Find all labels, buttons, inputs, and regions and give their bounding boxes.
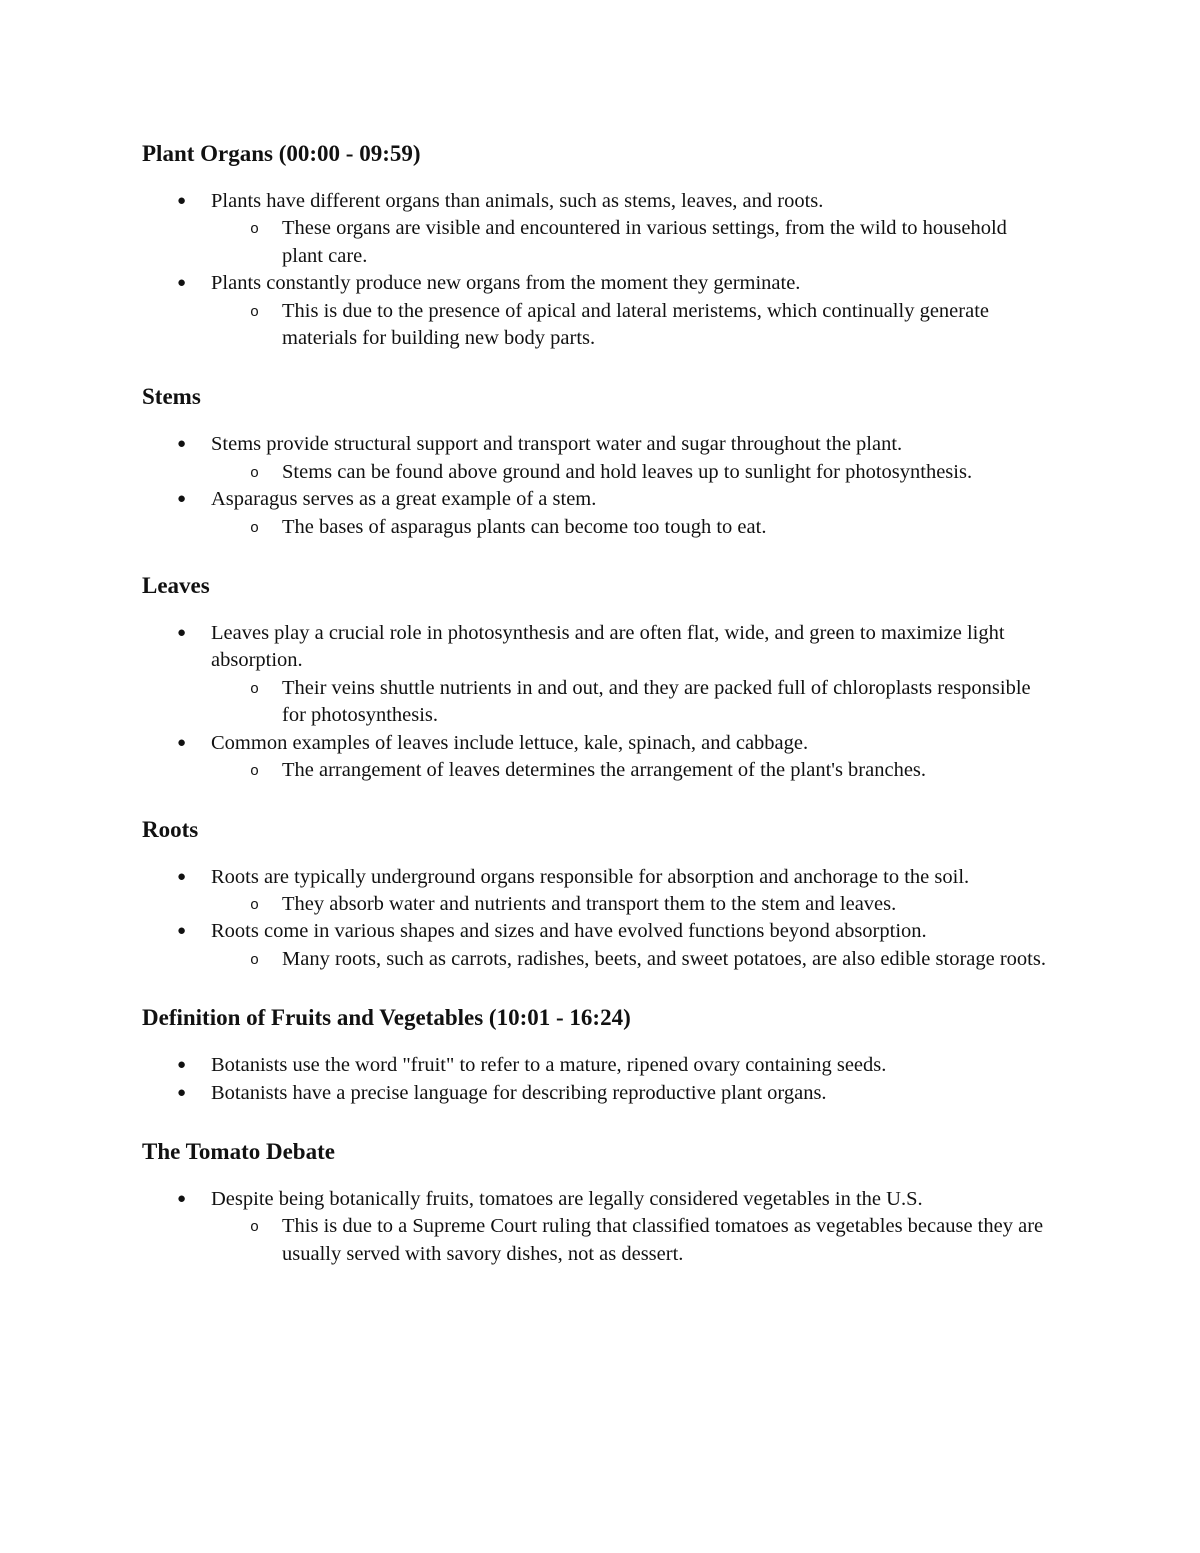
sub-bullet-circle-icon: o [250, 464, 260, 482]
bullet-text: Botanists use the word "fruit" to refer to a mature, ripened ovary containing seeds. [211, 1054, 887, 1077]
section [142, 140, 1052, 352]
bullet-item [142, 431, 1052, 458]
sub-bullet-item [213, 514, 1052, 541]
bullet-text: Asparagus serves as a great example of a stem. [211, 488, 597, 511]
bullet-dot-icon: ● [177, 491, 187, 508]
sub-bullet-circle-icon: o [250, 221, 260, 239]
sub-bullet-text: These organs are visible and encountered in various settings, from the wild to household plant care. [282, 217, 1007, 267]
sub-bullet-list [142, 514, 1052, 541]
section-heading: Stems [142, 384, 201, 410]
sub-bullet-list [142, 215, 1052, 270]
bullet-list [142, 864, 1052, 974]
sub-bullet-text: They absorb water and nutrients and transport them to the stem and leaves. [282, 892, 897, 915]
bullet-item [142, 270, 1052, 297]
section [142, 383, 1052, 541]
sub-bullet-circle-icon: o [250, 951, 260, 969]
bullet-list [142, 620, 1052, 784]
bullet-text: Common examples of leaves include lettuce, kale, spinach, and cabbage. [211, 731, 809, 754]
sub-bullet-item [213, 675, 1052, 730]
bullet-text: Roots come in various shapes and sizes and have evolved functions beyond absorption. [211, 920, 927, 943]
bullet-text: Botanists have a precise language for describing reproductive plant organs. [211, 1081, 827, 1104]
section [142, 572, 1052, 784]
sub-bullet-text: This is due to the presence of apical and lateral meristems, which continually generate materials for building new body parts. [282, 299, 989, 350]
sub-bullet-list [142, 459, 1052, 486]
document-page [142, 140, 1052, 1299]
bullet-list [142, 1186, 1052, 1268]
sub-bullet-text: Stems can be found above ground and hold leaves up to sunlight for photosynthesis. [282, 460, 973, 483]
sub-bullet-item [213, 946, 1052, 973]
sub-bullet-list [142, 891, 1052, 918]
sub-bullet-text: This is due to a Supreme Court ruling that classified tomatoes as vegetables because they are usually served with savory dishes, not as dessert. [282, 1215, 1044, 1265]
sub-bullet-circle-icon: o [250, 519, 260, 537]
bullet-item [142, 620, 1052, 675]
section-heading: Definition of Fruits and Vegetables (10:01 - 16:24) [142, 1005, 631, 1031]
sub-bullet-item [213, 298, 1052, 353]
sub-bullet-text: Many roots, such as carrots, radishes, beets, and sweet potatoes, are also edible storage roots. [282, 947, 1046, 970]
bullet-text: Despite being botanically fruits, tomatoes are legally considered vegetables in the U.S. [211, 1187, 923, 1210]
sub-bullet-item [213, 459, 1052, 486]
bullet-dot-icon: ● [177, 868, 187, 885]
sub-bullet-item [213, 757, 1052, 784]
section-heading: The Tomato Debate [142, 1138, 335, 1164]
sub-bullet-item [213, 891, 1052, 918]
bullet-dot-icon: ● [177, 1084, 187, 1101]
bullet-item [142, 864, 1052, 891]
sub-bullet-circle-icon: o [250, 1219, 260, 1237]
bullet-dot-icon: ● [177, 734, 187, 751]
section-heading: Leaves [142, 573, 210, 599]
section-heading: Plant Organs (00:00 - 09:59) [142, 141, 421, 166]
sub-bullet-circle-icon: o [250, 680, 260, 698]
bullet-item [142, 918, 1052, 945]
sub-bullet-list [142, 1213, 1052, 1268]
bullet-text: Roots are typically underground organs responsible for absorption and anchorage to the soil. [211, 865, 970, 888]
sub-bullet-item [213, 215, 1052, 270]
bullet-dot-icon: ● [177, 625, 187, 642]
sub-bullet-circle-icon: o [250, 763, 260, 781]
bullet-list [142, 1052, 1052, 1107]
bullet-item [142, 1186, 1052, 1213]
bullet-text: Stems provide structural support and transport water and sugar throughout the plant. [211, 433, 903, 456]
bullet-dot-icon: ● [177, 1190, 187, 1207]
section [142, 1004, 1052, 1107]
bullet-dot-icon: ● [177, 436, 187, 453]
sub-bullet-item [213, 1213, 1052, 1268]
bullet-dot-icon: ● [177, 1057, 187, 1074]
bullet-text: Plants constantly produce new organs from the moment they germinate. [211, 272, 801, 295]
sub-bullet-list [142, 675, 1052, 730]
bullet-dot-icon: ● [177, 193, 187, 209]
bullet-list [142, 188, 1052, 352]
bullet-text: Plants have different organs than animals, such as stems, leaves, and roots. [211, 190, 824, 212]
sub-bullet-list [142, 946, 1052, 973]
sub-bullet-text: The arrangement of leaves determines the arrangement of the plant's branches. [282, 759, 927, 782]
section [142, 816, 1052, 974]
bullet-dot-icon: ● [177, 275, 187, 292]
bullet-item [142, 188, 1052, 215]
sub-bullet-list [142, 757, 1052, 784]
sub-bullet-list [142, 298, 1052, 353]
section-heading: Roots [142, 816, 199, 842]
sub-bullet-circle-icon: o [250, 303, 260, 321]
sub-bullet-text: The bases of asparagus plants can become too tough to eat. [282, 515, 767, 538]
bullet-item [142, 1080, 1052, 1107]
sub-bullet-circle-icon: o [250, 896, 260, 914]
bullet-dot-icon: ● [177, 923, 187, 940]
bullet-item [142, 486, 1052, 513]
bullet-text: Leaves play a crucial role in photosynthesis and are often flat, wide, and green to maximize light absorption. [211, 622, 1005, 672]
bullet-list [142, 431, 1052, 541]
bullet-item [142, 1052, 1052, 1079]
bullet-item [142, 730, 1052, 757]
sub-bullet-text: Their veins shuttle nutrients in and out, and they are packed full of chloroplasts responsible for photosynthesis. [282, 676, 1031, 727]
section [142, 1138, 1052, 1268]
